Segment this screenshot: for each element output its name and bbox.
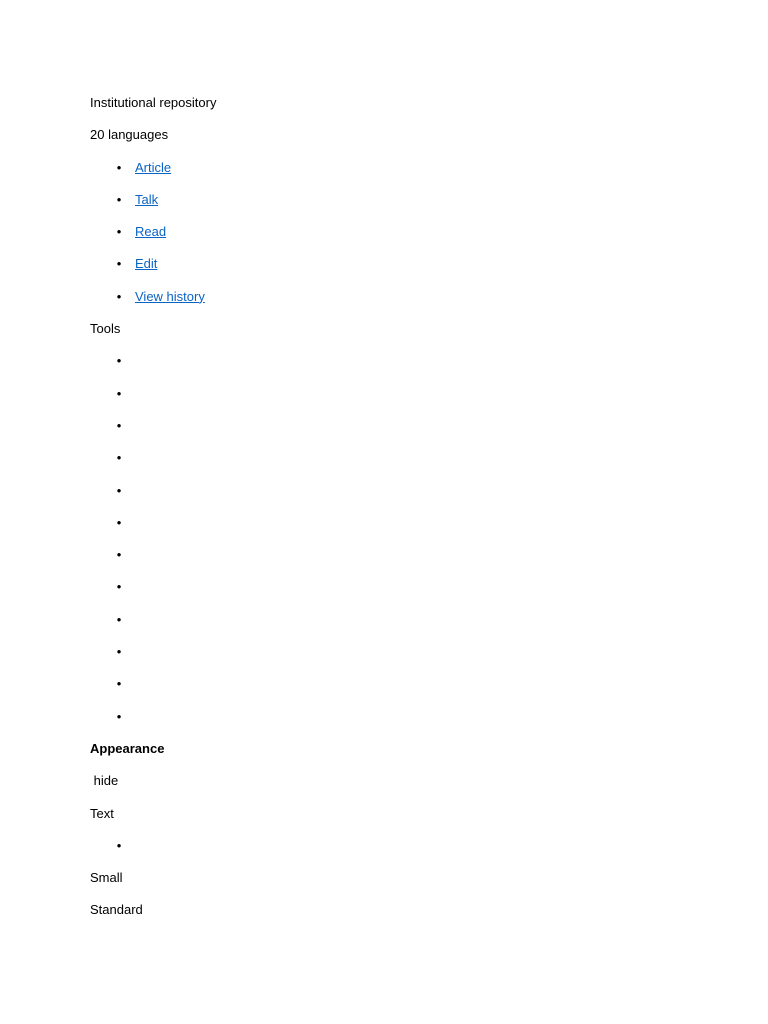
text-options-list (90, 835, 690, 867)
tools-list-item (90, 512, 690, 544)
document-page (90, 92, 690, 932)
bullet-icon: • (116, 676, 122, 692)
tab-article[interactable]: Article (135, 159, 172, 175)
bullet-icon: • (116, 611, 122, 627)
bullet-icon: • (116, 514, 122, 530)
bullet-icon: • (116, 579, 122, 595)
text-size-label: Text (90, 805, 114, 821)
tools-menu-label[interactable]: Tools (90, 321, 121, 337)
tab-view-history[interactable]: View history (135, 288, 205, 304)
bullet-icon: • (116, 547, 122, 563)
bullet-icon: • (116, 191, 122, 207)
tools-list-item (90, 706, 690, 738)
appearance-heading: Appearance (90, 740, 165, 756)
bullet-icon: • (116, 708, 122, 724)
bullet-icon: • (116, 224, 122, 240)
tools-list-item (90, 447, 690, 479)
tools-list-item (90, 673, 690, 705)
list-item (90, 221, 690, 253)
bullet-icon: • (116, 482, 122, 498)
text-size-option-standard[interactable]: Standard (90, 902, 143, 918)
hide-button[interactable]: hide (90, 773, 119, 789)
bullet-icon: • (116, 450, 122, 466)
tab-read[interactable]: Read (135, 224, 167, 240)
tools-list-item (90, 480, 690, 512)
bullet-icon: • (116, 837, 122, 853)
bullet-icon: • (116, 644, 122, 660)
text-size-option-small[interactable]: Small (90, 870, 123, 886)
tools-list-item (90, 415, 690, 447)
tab-talk[interactable]: Talk (135, 191, 159, 207)
bullet-icon: • (116, 159, 122, 175)
tools-list-item (90, 576, 690, 608)
bullet-icon: • (116, 417, 122, 433)
list-item (90, 286, 690, 318)
bullet-icon: • (116, 353, 122, 369)
tools-list-item (90, 641, 690, 673)
bullet-icon: • (116, 288, 122, 304)
tab-edit[interactable]: Edit (135, 256, 158, 272)
page-title: Institutional repository (90, 95, 217, 110)
tools-list-item (90, 383, 690, 415)
list-item (90, 157, 690, 189)
languages-button[interactable]: 20 languages (90, 127, 169, 143)
tools-list-item (90, 350, 690, 382)
bullet-icon: • (116, 385, 122, 401)
list-item (90, 253, 690, 285)
tools-list-item (90, 609, 690, 641)
list-item (90, 835, 690, 867)
nav-tabs-list (90, 157, 690, 318)
tools-list (90, 350, 690, 738)
bullet-icon: • (116, 256, 122, 272)
tools-list-item (90, 544, 690, 576)
list-item (90, 189, 690, 221)
